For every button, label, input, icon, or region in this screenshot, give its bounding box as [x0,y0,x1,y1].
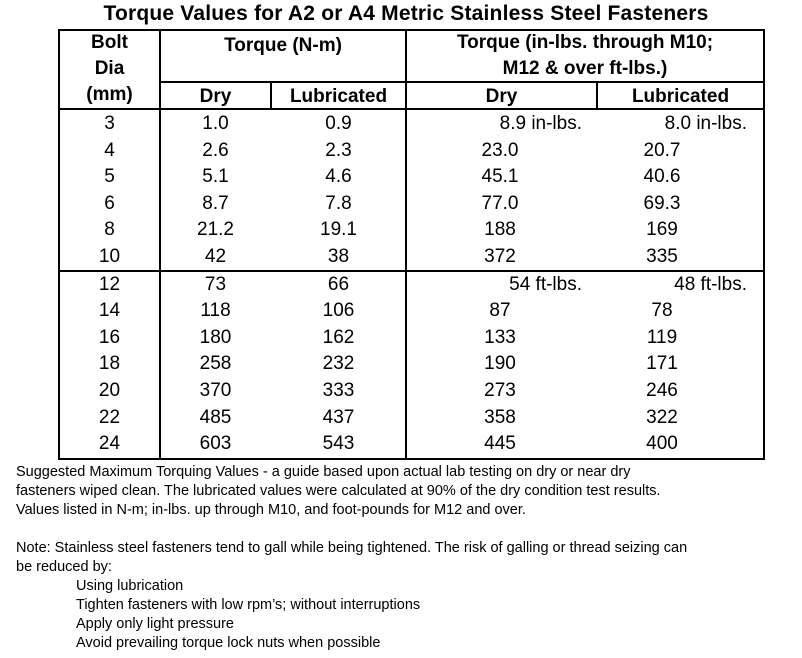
imperial-lubricated-cell: 20.7 [643,140,681,161]
nm-lubricated-cell: 162 [322,327,355,348]
nm-dry-cell: 485 [199,407,232,428]
nm-dry-cell: 180 [199,327,232,348]
imperial-dry-cell: 45.1 [481,166,519,187]
imperial-lubricated-cell: 119 [646,327,678,348]
bolt-dia-header [60,30,159,108]
nm-dry-cell: 21.2 [197,219,234,240]
imperial-lubricated-cell: 335 [646,246,678,267]
nm-dry-cell: 73 [204,274,227,295]
bolt-dia-cell: 10 [98,246,121,267]
note-spacer [16,520,687,539]
nm-dry-cell: 42 [204,246,227,267]
header-line: (mm) [86,84,133,105]
nm-lubricated-cell: 333 [322,380,355,401]
imperial-dry-cell: 190 [484,353,516,374]
header-line: Dia [94,58,125,79]
header-line: M12 & over ft-lbs.) [502,58,668,79]
nm-lubricated-cell: 0.9 [325,113,352,134]
note-bullet: Tighten fasteners with low rpm’s; without interruptions [76,597,421,613]
imperial-lubricated-cell: 8.0 in-lbs. [664,113,747,134]
note-bullet: Apply only light pressure [76,616,234,632]
bolt-dia-cell: 5 [104,166,115,187]
nm-lubricated-cell: 4.6 [325,166,352,187]
imperial-dry-cell: 188 [484,219,516,240]
imperial-dry-cell: 23.0 [481,140,519,161]
nm-dry-cell: 5.1 [202,166,229,187]
imperial-lubricated-cell: 171 [646,353,678,374]
page-title: Torque Values for A2 or A4 Metric Stainless Steel Fasteners [103,2,709,25]
nm-lubricated-cell: 543 [322,433,355,454]
imperial-dry-cell: 8.9 in-lbs. [499,113,582,134]
imperial-dry-cell: 445 [484,433,516,454]
bolt-dia-cell: 8 [104,219,115,240]
imperial-dry-cell: 133 [484,327,516,348]
note-bullet: Avoid prevailing torque lock nuts when possible [76,635,381,651]
nm-dry-cell: 1.0 [202,113,229,134]
bolt-dia-cell: 18 [98,353,121,374]
imperial-dry-cell: 54 ft-lbs. [509,274,582,295]
imperial-lubricated-cell: 169 [646,219,678,240]
imperial-lubricated-cell: 322 [646,407,678,428]
imperial-dry-header: Dry [485,86,518,107]
note-line: Values listed in N-m; in-lbs. up through M10, and foot-pounds for M12 and over. [16,502,526,518]
nm-lubricated-cell: 38 [327,246,350,267]
nm-dry-cell: 258 [199,353,232,374]
table-right-border [763,29,765,460]
nm-lubricated-cell: 19.1 [320,219,357,240]
imperial-lubricated-cell: 40.6 [643,166,681,187]
torque-nm-header: Torque (N-m) [224,35,342,56]
nm-lubricated-cell: 106 [322,300,355,321]
nm-dry-header: Dry [199,86,232,107]
bolt-dia-cell: 12 [98,274,121,295]
imperial-dry-cell: 273 [484,380,516,401]
nm-lubricated-cell: 2.3 [325,140,352,161]
nm-lubricated-cell: 232 [322,353,355,374]
bolt-dia-cell: 3 [104,113,115,134]
nm-dry-cell: 370 [199,380,232,401]
nm-dry-cell: 2.6 [202,140,229,161]
nm-dry-cell: 118 [200,300,231,321]
nm-dry-cell: 8.7 [202,193,229,214]
torque-imperial-header [407,30,763,82]
imperial-lubricated-cell: 246 [646,380,678,401]
imperial-lubricated-cell: 69.3 [643,193,681,214]
imperial-dry-cell: 77.0 [481,193,519,214]
note-bullet: Using lubrication [76,578,184,594]
bolt-dia-cell: 20 [98,380,121,401]
bolt-dia-cell: 6 [104,193,115,214]
note-line: Note: Stainless steel fasteners tend to gall while being tightened. The risk of galling or thread seizing can [16,540,688,556]
bolt-dia-cell: 16 [98,327,121,348]
bolt-dia-cell: 14 [98,300,121,321]
table-bottom-border [58,458,765,460]
imperial-lubricated-cell: 78 [651,300,673,321]
nm-dry-cell: 603 [199,433,232,454]
imperial-dry-cell: 358 [484,407,516,428]
bolt-dia-cell: 24 [98,433,121,454]
note-line: fasteners wiped clean. The lubricated values were calculated at 90% of the dry condition test results. [16,483,661,499]
nm-lubricated-header: Lubricated [289,86,388,107]
note-line: be reduced by: [16,559,112,575]
bolt-dia-cell: 22 [98,407,121,428]
header-line: Torque (in-lbs. through M10; [456,32,714,53]
nm-lubricated-cell: 437 [322,407,355,428]
imperial-dry-cell: 87 [489,300,511,321]
imperial-lubricated-cell: 48 ft-lbs. [674,274,747,295]
nm-lubricated-cell: 7.8 [325,193,352,214]
nm-lubricated-cell: 66 [327,274,350,295]
imperial-lubricated-cell: 400 [646,433,678,454]
imperial-lubricated-header: Lubricated [631,86,730,107]
note-line: Suggested Maximum Torquing Values - a guide based upon actual lab testing on dry or near dry [16,464,631,480]
header-line: Bolt [91,32,128,53]
bolt-dia-cell: 4 [104,140,115,161]
notes-section [16,463,687,653]
imperial-dry-cell: 372 [484,246,516,267]
